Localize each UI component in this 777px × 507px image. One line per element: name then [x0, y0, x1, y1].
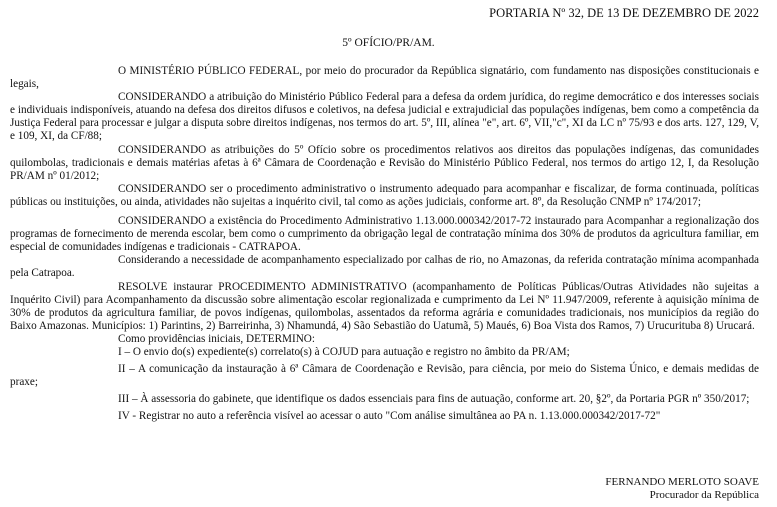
paragraph-considerando-2: CONSIDERANDO as atribuições do 5º Ofício sobre os procedimentos relativos aos direitos das populações indígenas, das comunidades quilombolas, tradicionais e demais matérias afetas à 6ª Câmara de Coordenação e Revisão do Ministério Público Federal, nos termos do artigo 12, I, da Resolução PR/AM nº 01/2012;	[10, 143, 759, 182]
office-heading: 5º OFÍCIO/PR/AM.	[342, 37, 435, 49]
paragraph-considerando-1: CONSIDERANDO a atribuição do Ministério Público Federal para a defesa da ordem jurídica, do regime democrático e dos interesses sociais e individuais indisponíveis, atuando na defesa dos direitos difusos e coletivos, na defesa judicial e extrajudicial das populações indígenas, bem como a competência da Justiça Federal para processar e julgar a disputa sobre direitos indígenas, nos termos do art. 5º, III, alínea "e", art. 6º, VII,"c", XI da LC nº 75/93 e dos arts. 127, 129, V, e 109, XI, da CF/88;	[10, 91, 759, 143]
paragraph-considerando-3: CONSIDERANDO ser o procedimento administrativo o instrumento adequado para acompanhar e fiscalizar, de forma continuada, políticas públicas ou instituições, ou ainda, atividades não sujeitas a inquérito civil, tal como as ações judiciais, conforme art. 8º, da Resolução CNMP nº 174/2017;	[10, 182, 759, 208]
paragraph-item-1: I – O envio do(s) expediente(s) correlato(s) à COJUD para autuação e registro no âmbito da PR/AM;	[118, 345, 570, 358]
signature-block	[605, 476, 759, 501]
paragraph-resolve: RESOLVE instaurar PROCEDIMENTO ADMINISTRATIVO (acompanhamento de Políticas Públicas/Outras Atividades não sujeitas a Inquérito Civil) para Acompanhamento da discussão sobre alimentação escolar regionalizada e cumprimento da Lei Nº 11.947/2009, referente à aquisição mínima de 30% de produtos da agricultura familiar, de povos indígenas, quilombolas, assentados da reforma agrária e comunidades tradicionais, nos municípios da região do Baixo Amazonas. Municípios: 1) Parintins, 2) Barreirinha, 3) Nhamundá, 4) São Sebastião do Uatumã, 5) Maués, 6) Boa Vista dos Ramos, 7) Urucurituba 8) Urucará.	[10, 280, 759, 332]
document-body	[10, 65, 759, 423]
paragraph-considerando-4: CONSIDERANDO a existência do Procedimento Administrativo 1.13.000.000342/2017-72 instaurado para Acompanhar a regionalização dos programas de fornecimento de merenda escolar, bem como o cumprimento da obrigação legal de contratação mínima dos 30% de produtos da agricultura familiar, em especial de comunidades indígenas e tradicionais - CATRAPOA.	[10, 215, 759, 254]
paragraph-considerando-5: Considerando a necessidade de acompanhamento especializado por calhas de rio, no Amazonas, da referida contratação mínima acompanhada pela Catrapoa.	[10, 254, 759, 280]
signature-role: Procurador da República	[649, 488, 759, 501]
paragraph-item-3: III – À assessoria do gabinete, que identifique os dados essenciais para fins de autuação, conforme art. 20, §2º, da Portaria PGR nº 350/2017;	[118, 393, 750, 406]
paragraph-preamble: O MINISTÉRIO PÚBLICO FEDERAL, por meio do procurador da República signatário, com fundamento nas disposições constitucionais e legais,	[10, 65, 759, 91]
paragraph-item-4: IV - Registrar no auto a referência visível ao acessar o auto "Com análise simultânea ao PA n. 1.13.000.000342/2017-72"	[118, 410, 661, 423]
paragraph-item-2: II – A comunicação da instauração à 6ª Câmara de Coordenação e Revisão, para ciência, por meio do Sistema Único, e demais medidas de praxe;	[10, 363, 759, 389]
document-title: PORTARIA Nº 32, DE 13 DE DEZEMBRO DE 2022	[489, 6, 759, 20]
paragraph-determino: Como providências iniciais, DETERMINO:	[118, 332, 315, 345]
signature-name: FERNANDO MERLOTO SOAVE	[605, 476, 759, 488]
